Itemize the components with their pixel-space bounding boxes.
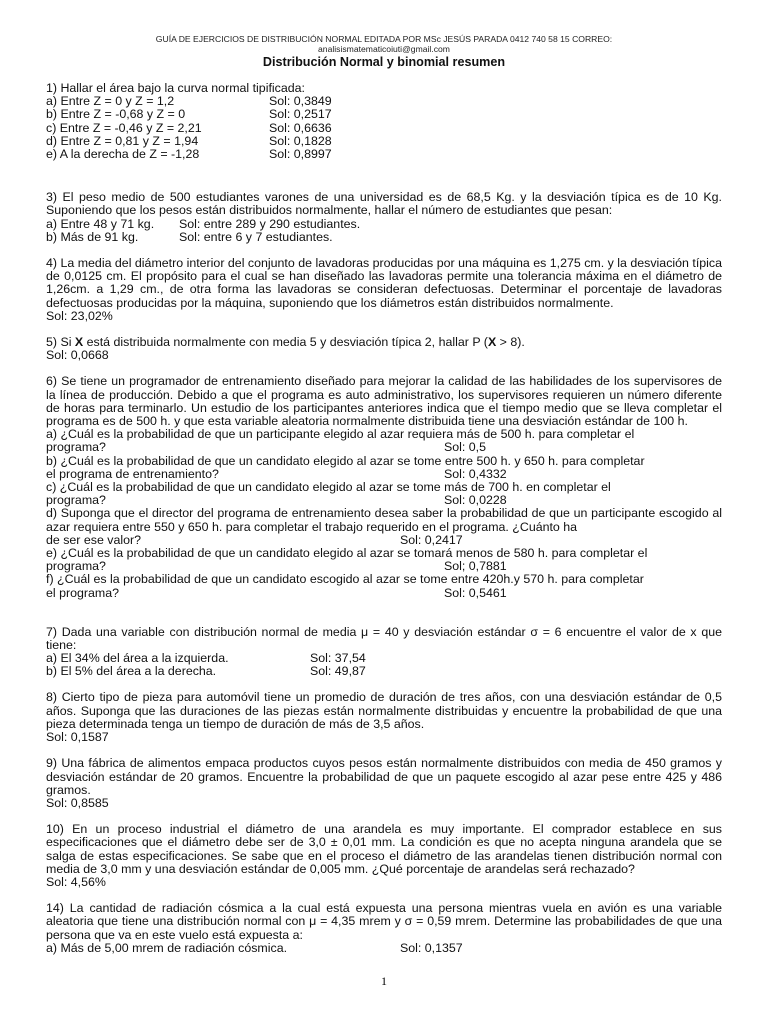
item-label: a) Entre Z = 0 y Z = 1,2 (46, 94, 175, 109)
item-label: a) Más de 5,00 mrem de radiación cósmica. (46, 940, 288, 955)
question-3-item-b (46, 231, 722, 244)
question-6-item-c: c) ¿Cuál es la probabilidad de que un candidato elegido al azar se tome más de 700 h. en completar el (46, 479, 611, 494)
question-6-item-d: d) Suponga que el director del programa de entrenamiento desea saber la probabilidad de que un participante escogido al azar requiera entre 550 y 650 h. para completar el trabajo requerido en el programa. ¿Cuánto ha (46, 506, 722, 534)
question-6-item-d-cont (46, 534, 722, 547)
question-6-item-a-cont (46, 441, 722, 454)
question-14 (46, 902, 722, 955)
document-page (46, 34, 722, 955)
solution: Sol: 0,5461 (444, 585, 507, 600)
question-4 (46, 257, 722, 323)
question-10-stem: 10) En un proceso industrial el diámetro de una arandela es muy importante. El comprador establece en sus especificaciones que el diámetro debe ser de 3,0 ± 0,01 mm. La condición es que no acepta ninguna arandela que se salga de estas especificaciones. Se sabe que en el proceso el diámetro de las arandelas tienen distribución normal con media de 3,0 mm y una desviación estándar de 0,005 mm. ¿Qué porcentaje de arandelas será rechazado? (46, 822, 722, 876)
question-1-stem: 1) Hallar el área bajo la curva normal tipificada: (46, 81, 305, 95)
text-part: está distribuida normalmente con media 5 y desviación típica 2, hallar P ( (83, 334, 488, 349)
solution: Sol: 0,1357 (400, 940, 463, 955)
solution: Sol: entre 289 y 290 estudiantes. (179, 216, 361, 231)
solution: Sol: 0,6636 (269, 120, 332, 135)
question-4-stem: 4) La media del diámetro interior del conjunto de lavadoras producidas por una máquina es 1,275 cm. y la desviación típica de 0,0125 cm. El propósito para el cual se han diseñado las lavadoras permite una tolerancia máxima en el diámetro de 1,26cm. a 1,29 cm., de otra forma las lavadoras se consideran defectuosas. Determinar el porcentaje de lavadoras defectuosas producidas por la máquina, suponiendo que los diámetros están distribuidos normalmente. (46, 255, 722, 310)
solution: Sol: 0,4332 (444, 466, 507, 481)
item-label: el programa de entrenamiento? (46, 466, 219, 481)
question-6-item-e-cont (46, 560, 722, 573)
item-label: d) Entre Z = 0,81 y Z = 1,94 (46, 133, 199, 148)
item-label: programa? (46, 493, 106, 508)
question-5 (46, 336, 722, 362)
question-14-stem: 14) La cantidad de radiación cósmica a la cual está expuesta una persona mientras vuela en avión es una variable aleatoria que tiene una distribución normal con μ = 4,35 mrem y σ = 0,59 mrem. Determine las probabilidades de que una persona que va en este vuelo está expuesta a: (46, 901, 722, 942)
solution: Sol: 0,8585 (46, 795, 109, 810)
question-6 (46, 375, 722, 599)
question-7-item-b (46, 665, 722, 678)
question-8 (46, 691, 722, 744)
item-label: de ser ese valor? (46, 532, 142, 547)
question-6-item-a: a) ¿Cuál es la probabilidad de que un participante elegido al azar requiera más de 500 h. para completar el (46, 427, 635, 442)
question-14-item-a (46, 942, 722, 955)
question-3 (46, 191, 722, 244)
question-6-item-f: f) ¿Cuál es la probabilidad de que un candidato escogido al azar se tome entre 420h.y 570 h. para completar (46, 572, 644, 587)
item-label: a) Entre 48 y 71 kg. (46, 216, 155, 231)
item-label: programa? (46, 559, 106, 574)
question-10 (46, 823, 722, 889)
question-9 (46, 757, 722, 810)
question-6-item-f-cont (46, 587, 722, 600)
item-label: el programa? (46, 585, 120, 600)
question-1 (46, 82, 722, 161)
question-3-stem: 3) El peso medio de 500 estudiantes varones de una universidad es de 68,5 Kg. y la desviación típica es de 10 Kg. Suponiendo que los pesos están distribuidos normalmente, hallar el número de estudiantes que pesan: (46, 190, 722, 218)
header-line-1: GUÍA DE EJERCICIOS DE DISTRIBUCIÓN NORMAL EDITADA POR MSc JESÚS PARADA 0412 740 58 15 CORREO: (155, 34, 613, 44)
question-7 (46, 626, 722, 679)
solution: Sol: 0,0228 (444, 493, 507, 508)
question-9-stem: 9) Una fábrica de alimentos empaca productos cuyos pesos están normalmente distribuidos con media de 450 gramos y desviación estándar de 20 gramos. Encuentre la probabilidad de que un paquete escogido al azar pese entre 425 y 486 gramos. (46, 756, 722, 797)
question-6-item-b: b) ¿Cuál es la probabilidad de que un candidato elegido al azar se tome entre 500 h. y 650 h. para completar (46, 453, 645, 468)
question-6-stem: 6) Se tiene un programador de entrenamiento diseñado para mejorar la calidad de las habilidades de los supervisores de la línea de producción. Debido a que el programa es auto administrativo, los supervisores requieren un número diferente de horas para terminarlo. Un estudio de los participantes anteriores indica que el tiempo medio que se lleva completar el programa es de 500 h. y que esta variable aleatoria normalmente distribuida tiene una desviación estándar de 100 h. (46, 374, 722, 428)
variable-x: X (487, 334, 497, 349)
item-label: c) Entre Z = -0,46 y Z = 2,21 (46, 120, 202, 135)
solution: Sol: 0,8997 (269, 146, 332, 161)
question-8-stem: 8) Cierto tipo de pieza para automóvil tiene un promedio de duración de tres años, con una desviación estándar de 0,5 años. Suponga que las duraciones de las piezas están normalmente distribuidas y encuentre la probabilidad de que una pieza determinada tenga un tiempo de duración de más de 3,5 años. (46, 690, 722, 731)
item-label: programa? (46, 440, 106, 455)
solution: Sol: 0,1828 (269, 133, 332, 148)
question-7-stem: 7) Dada una variable con distribución normal de media μ = 40 y desviación estándar σ = 6 encuentre el valor de x que tiene: (46, 624, 722, 652)
solution: Sol: 23,02% (46, 308, 113, 323)
item-label: a) El 34% del área a la izquierda. (46, 651, 229, 666)
solution: Sol: 49,87 (310, 664, 366, 679)
item-label: e) A la derecha de Z = -1,28 (46, 146, 200, 161)
question-1-item-e (46, 148, 722, 161)
header-email: analisismatematicoiuti@gmail.com (318, 44, 450, 54)
question-5-stem (46, 336, 722, 349)
question-6-item-c-cont (46, 494, 722, 507)
solution: Sol: 0,5 (444, 440, 487, 455)
solution: Sol: 0,3849 (269, 94, 332, 109)
item-label: b) Más de 91 kg. (46, 229, 139, 244)
solution: Sol; 0,7881 (444, 559, 507, 574)
page-number: 1 (381, 974, 387, 988)
variable-x: X (74, 334, 84, 349)
solution: Sol: 0,1587 (46, 730, 109, 745)
text-part: > 8). (496, 334, 525, 349)
item-label: b) El 5% del área a la derecha. (46, 664, 217, 679)
solution: Sol: entre 6 y 7 estudiantes. (179, 229, 333, 244)
solution: Sol: 0,2517 (269, 107, 332, 122)
question-3-item-a (46, 218, 722, 231)
question-6-item-e: e) ¿Cuál es la probabilidad de que un candidato elegido al azar se tomará menos de 580 h. para completar el (46, 545, 648, 560)
solution: Sol: 37,54 (310, 651, 366, 666)
solution: Sol: 4,56% (46, 874, 106, 889)
question-6-item-b-cont (46, 468, 722, 481)
solution: Sol: 0,2417 (400, 532, 463, 547)
document-title: Distribución Normal y binomial resumen (262, 55, 506, 69)
text-part: 5) Si (46, 334, 75, 349)
item-label: b) Entre Z = -0,68 y Z = 0 (46, 107, 186, 122)
solution: Sol: 0,0668 (46, 348, 109, 363)
